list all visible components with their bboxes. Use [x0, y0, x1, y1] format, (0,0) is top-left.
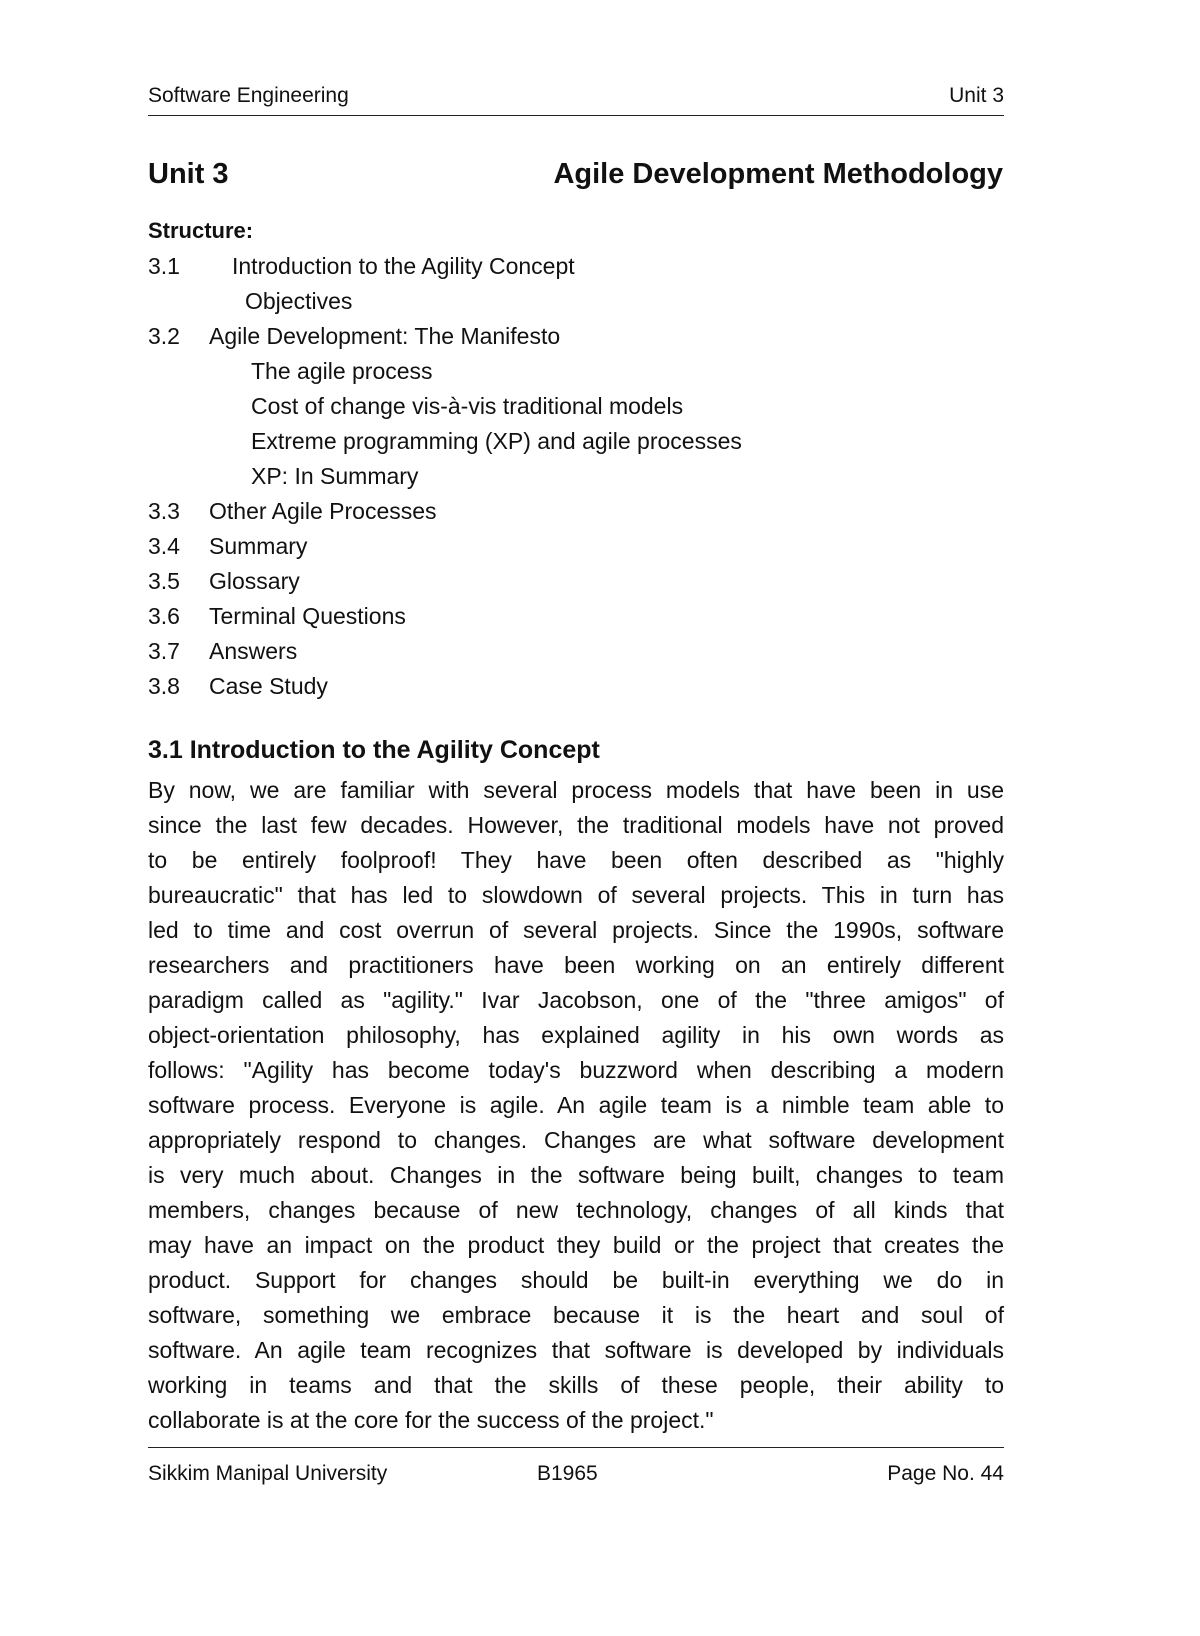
body-line: working in teams and that the skills of these people, their ability to [148, 1372, 1004, 1398]
toc-item-number: 3.5 [148, 568, 180, 594]
footer-left: Sikkim Manipal University [148, 1462, 388, 1485]
toc-item-number: 3.1 [148, 253, 180, 279]
toc-item-number: 3.8 [148, 673, 180, 699]
body-line: software, something we embrace because it is the heart and soul of [148, 1302, 1004, 1328]
toc-item-label: The agile process [251, 358, 433, 384]
body-line: is very much about. Changes in the software being built, changes to team [148, 1162, 1004, 1188]
body-line: paradigm called as "agility." Ivar Jacobson, one of the "three amigos" of [148, 987, 1004, 1013]
body-line: may have an impact on the product they build or the project that creates the [148, 1232, 1004, 1258]
toc-item-label: Other Agile Processes [209, 498, 437, 524]
body-line: led to time and cost overrun of several projects. Since the 1990s, software [148, 917, 1004, 943]
toc-item-number: 3.2 [148, 323, 180, 349]
footer-center: B1965 [537, 1462, 598, 1485]
body-line: By now, we are familiar with several process models that have been in use [148, 777, 1004, 803]
toc-item-number: 3.3 [148, 498, 180, 524]
toc-item-label: XP: In Summary [251, 463, 419, 489]
structure-label: Structure: [148, 218, 254, 243]
body-line: appropriately respond to changes. Changes are what software development [148, 1127, 1004, 1153]
body-line: researchers and practitioners have been working on an entirely different [148, 952, 1004, 978]
toc-item-label: Cost of change vis-à-vis traditional models [251, 393, 684, 419]
body-line: bureaucratic" that has led to slowdown of several projects. This in turn has [148, 882, 1004, 908]
body-line: product. Support for changes should be built-in everything we do in [148, 1267, 1004, 1293]
body-line: software. An agile team recognizes that software is developed by individuals [148, 1337, 1004, 1363]
toc-item-label: Objectives [245, 288, 353, 314]
toc-item-label: Terminal Questions [209, 603, 406, 629]
toc-item-number: 3.4 [148, 533, 180, 559]
body-line: collaborate is at the core for the success of the project." [148, 1407, 714, 1433]
body-line: object-orientation philosophy, has explained agility in his own words as [148, 1022, 1004, 1048]
body-line: follows: "Agility has become today's buzzword when describing a modern [148, 1057, 1004, 1083]
body-line: to be entirely foolproof! They have been often described as "highly [148, 847, 1004, 873]
body-line: software process. Everyone is agile. An agile team is a nimble team able to [148, 1092, 1004, 1118]
toc-item-number: 3.7 [148, 638, 180, 664]
toc-item-label: Agile Development: The Manifesto [209, 323, 561, 349]
toc-item-label: Case Study [209, 673, 328, 699]
toc-item-number: 3.6 [148, 603, 180, 629]
toc-item-label: Answers [209, 638, 298, 664]
footer-rule [148, 1447, 1004, 1448]
section-heading: 3.1 Introduction to the Agility Concept [148, 736, 600, 764]
toc-item-label: Extreme programming (XP) and agile processes [251, 428, 742, 454]
unit-number: Unit 3 [148, 158, 229, 190]
header-rule [148, 115, 1004, 116]
toc-item-label: Glossary [209, 568, 300, 594]
toc-item-label: Summary [209, 533, 308, 559]
toc-item-label: Introduction to the Agility Concept [232, 253, 575, 279]
footer-page-number: Page No. 44 [887, 1462, 1004, 1485]
header-left: Software Engineering [148, 84, 349, 107]
body-paragraph [148, 773, 1004, 1438]
body-line: since the last few decades. However, the traditional models have not proved [148, 812, 1004, 838]
body-line: members, changes because of new technology, changes of all kinds that [148, 1197, 1004, 1223]
header-right: Unit 3 [949, 84, 1004, 107]
unit-title: Agile Development Methodology [553, 158, 1003, 190]
